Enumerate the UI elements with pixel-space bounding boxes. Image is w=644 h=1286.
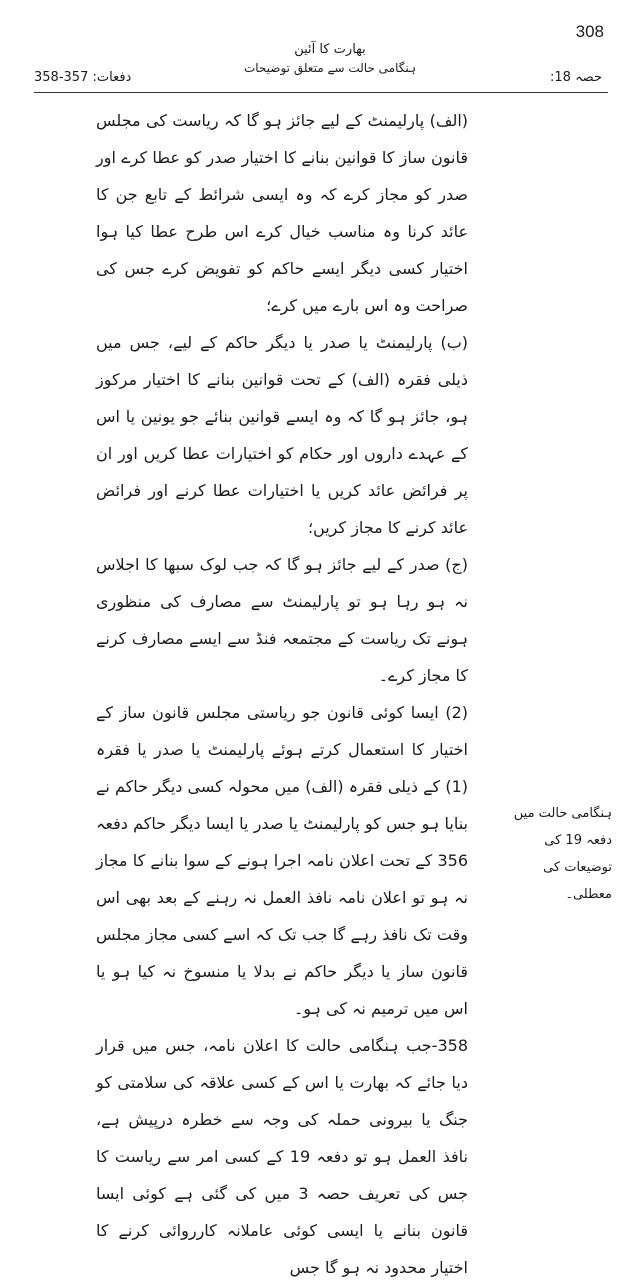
section-range: دفعات: 357-358 <box>34 70 132 85</box>
paragraph-article-358: 358-جب ہنگامی حالت کا اعلان نامہ، جس میں قرار دیا جائے کہ بھارت یا اس کے کسی علاقہ کی سلامتی کو جنگ یا بیرونی حملہ کی وجہ سے خطرہ درپیش ہے، نافذ العمل ہو تو دفعہ 19 کے کسی امر سے ریاست کا جس کی تعریف حصہ 3 میں کی گئی ہے کوئی ایسا قانون بنانے یا ایسی کوئی عاملانہ کارروائی کرنے کا اختیار محدود نہ ہو گا جس <box>96 1036 469 1277</box>
paragraph-clause-a: (الف) پارلیمنٹ کے لیے جائز ہو گا کہ ریاست کی مجلس قانون ساز کا قوانین بنانے کا اختیار صدر کو عطا کرے اور صدر کو مجاز کرے کہ وہ ایسی شرائط کے تابع جن کا عائد کرنا وہ مناسب خیال کرے اس طرح عطا کیا ہوا اختیار کسی دیگر ایسے حاکم کو تفویض کرے جس کی صراحت وہ اس بارے میں کرے؛ <box>96 111 468 315</box>
paragraph-clause-c: (ج) صدر کے لیے جائز ہو گا کہ جب لوک سبھا کا اجلاس نہ ہو رہا ہو تو پارلیمنٹ سے مصارف کی منظوری ہونے تک ریاست کے مجتمعہ فنڈ سے ایسے مصارف کرنے کا مجاز کرے۔ <box>96 555 468 685</box>
margin-note: ہنگامی حالت میں دفعہ 19 کی توضیعات کی معطلی۔ <box>513 806 612 902</box>
header-title: بھارت کا آئین <box>294 42 366 57</box>
paragraph-clause-b: (ب) پارلیمنٹ یا صدر یا دیگر حاکم کے لیے، جس میں ذیلی فقرہ (الف) کے تحت قوانین بنانے کا اختیار مرکوز ہو، جائز ہو گا کہ وہ ایسے قوانین بنائے جو یونین یا اس کے عہدے داروں اور حکام کو اختیارات عطا کریں اور ان پر فرائض عائد کریں یا اختیارات عطا کرنے اور فرائض عائد کرنے کا مجاز کریں؛ <box>96 333 468 537</box>
header-divider <box>34 92 608 93</box>
page-number: 308 <box>575 22 604 41</box>
part-label: حصہ 18: <box>550 70 602 85</box>
paragraph-subsection-2: (2) ایسا کوئی قانون جو ریاستی مجلس قانون ساز کے اختیار کا استعمال کرتے ہوئے پارلیمنٹ یا صدر یا فقرہ (1) کے ذیلی فقرہ (الف) میں محولہ کسی دیگر حاکم نے بنایا ہو جس کو پارلیمنٹ یا صدر یا ایسا دیگر حاکم دفعہ 356 کے تحت اعلان نامہ اجرا ہونے کے سوا بنانے کا مجاز نہ ہو تو اعلان نامہ نافذ العمل نہ رہنے کے بعد بھی اس وقت تک نافذ رہے گا جب تک کہ اسے کسی مجاز مجلس قانون ساز یا دیگر حاکم نے بدلا یا منسوخ نہ کیا ہو یا اس میں ترمیم نہ کی ہو۔ <box>96 703 468 1018</box>
header-subtitle: ہنگامی حالت سے متعلق توضیحات <box>243 61 417 75</box>
running-header <box>200 40 460 78</box>
body-text <box>96 102 468 1286</box>
